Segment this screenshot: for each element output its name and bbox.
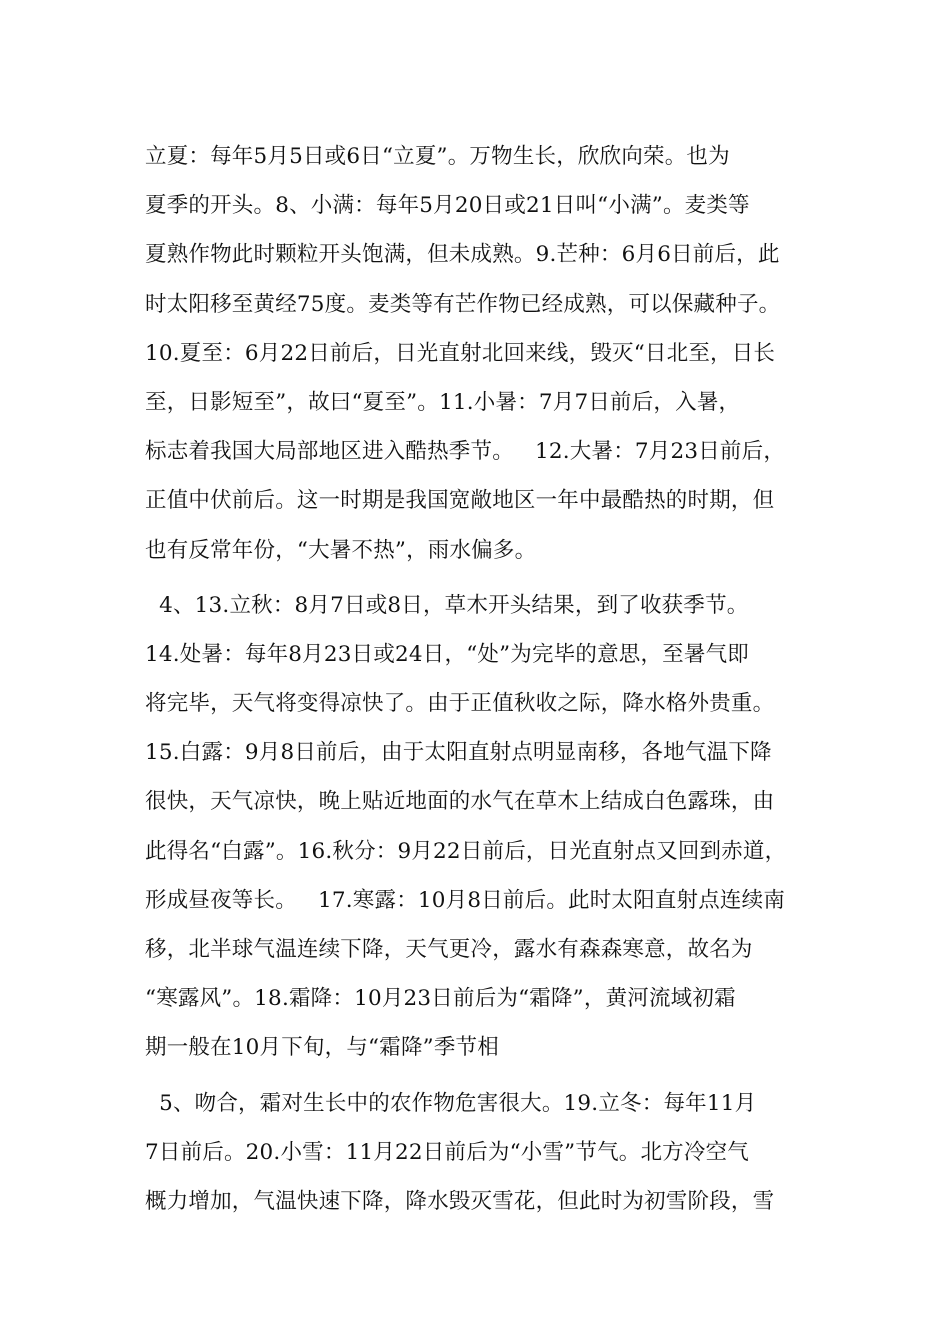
text-line: 移，北半球气温连续下降，天气更冷，露水有森森寒意，故名为 bbox=[145, 937, 753, 962]
body-text bbox=[145, 132, 825, 1226]
text-line: 至，日影短至”，故曰“夏至”。11.小暑：7月7日前后，入暑， bbox=[145, 389, 741, 415]
paragraph-autumn bbox=[145, 581, 825, 1073]
text-line: 此得名“白露”。16.秋分：9月22日前后，日光直射点又回到赤道， bbox=[145, 838, 787, 864]
text-line: 形成昼夜等长。 17.寒露：10月8日前后。此时太阳直射点连续南 bbox=[145, 887, 786, 913]
text-line: “寒露风”。18.霜降：10月23日前后为“霜降”，黄河流域初霜 bbox=[145, 986, 736, 1012]
text-line: 期一般在10月下旬，与“霜降”季节相 bbox=[145, 1035, 499, 1061]
paragraph-winter bbox=[145, 1079, 825, 1227]
paragraph-summer bbox=[145, 132, 825, 575]
text-line: 标志着我国大局部地区进入酷热季节。 12.大暑：7月23日前后， bbox=[145, 439, 786, 465]
text-line: 很快，天气凉快，晚上贴近地面的水气在草木上结成白色露珠，由 bbox=[145, 789, 775, 815]
text-line: 15.白露：9月8日前后，由于太阳直射点明显南移，各地气温下降 bbox=[145, 740, 772, 766]
text-line: 正值中伏前后。这一时期是我国宽敞地区一年中最酷热的时期，但 bbox=[145, 488, 775, 514]
text-line: 将完毕，天气将变得凉快了。由于正值秋收之际，降水格外贵重。 bbox=[145, 691, 775, 717]
text-line: 也有反常年份，“大暑不热”，雨水偏多。 bbox=[145, 537, 537, 563]
text-line: 10.夏至：6月22日前后，日光直射北回来线，毁灭“日北至，日长 bbox=[145, 340, 776, 366]
text-line: 夏熟作物此时颗粒开头饱满，但未成熟。9.芒种：6月6日前后，此 bbox=[145, 242, 780, 268]
text-line: 立夏：每年5月5日或6日“立夏”。万物生长，欣欣向荣。也为 bbox=[145, 144, 730, 169]
text-line: 概力增加，气温快速下降，降水毁灭雪花，但此时为初雪阶段，雪 bbox=[145, 1188, 775, 1214]
text-line: 4、13.立秋：8月7日或8日，草木开头结果，到了收获季节。 bbox=[145, 592, 749, 618]
text-line: 时太阳移至黄经75度。麦类等有芒作物已经成熟，可以保藏种子。 bbox=[145, 291, 781, 317]
text-line: 14.处暑：每年8月23日或24日，“处”为完毕的意思，至暑气即 bbox=[145, 641, 749, 667]
text-line: 夏季的开头。8、小满：每年5月20日或21日叫“小满”。麦类等 bbox=[145, 193, 750, 219]
text-line: 7日前后。20.小雪：11月22日前后为“小雪”节气。北方冷空气 bbox=[145, 1139, 749, 1165]
text-line: 5、吻合，霜对生长中的农作物危害很大。19.立冬：每年11月 bbox=[145, 1090, 757, 1116]
